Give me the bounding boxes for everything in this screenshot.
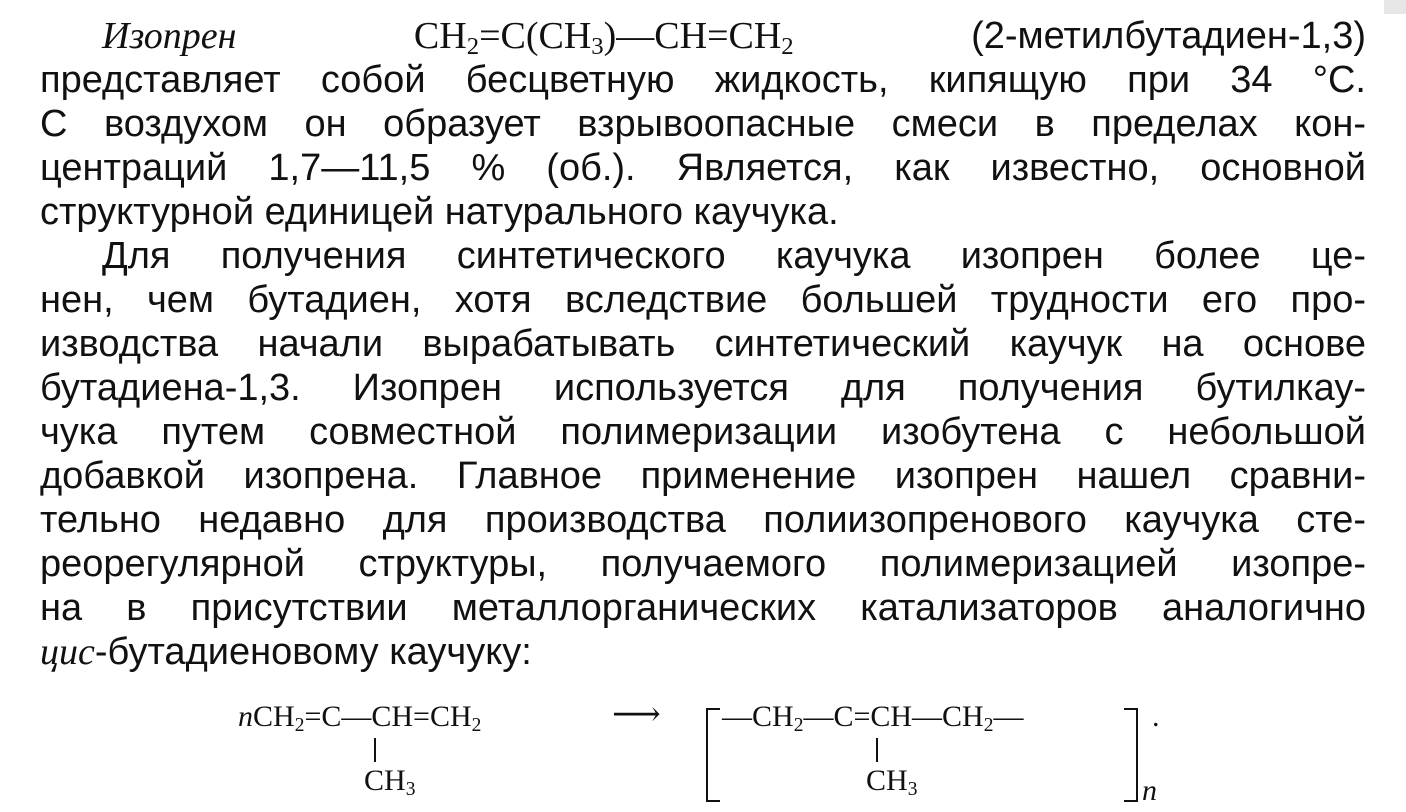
polymer-repeat-unit: $—CH_2—C=CH—CH_2—$ [722,700,1024,736]
cis-prefix: цис [40,631,95,673]
paragraph1-line: представляет собой бесцветную жидкость, кипящую при 34 °С. [40,59,1366,101]
paragraph1-line1 [40,14,1367,61]
last-line-rest: -бутадиеновому каучуку: [94,631,532,673]
paragraph1-line: структурной единицей натурального каучука. [40,191,839,233]
monomer-methyl-bond [374,738,376,762]
monomer-formula: $nCH_2=C—CH=CH_2$ [238,700,482,736]
left-square-bracket [706,708,720,802]
right-square-bracket [1124,708,1138,802]
polymer-methyl-bond [876,738,878,762]
paragraph2-line: Для получения синтетического каучука изопрен более це- [102,235,1366,277]
equation-period: . [1152,700,1160,733]
paragraph1-line: центраций 1,7—11,5 % (об.). Является, как известно, основной [40,147,1366,189]
paragraph2-line: добавкой изопрена. Главное применение изопрен нашел сравни- [40,455,1366,497]
paragraph2-last-line [40,630,1366,674]
monomer-methyl-group: $CH_3$ [364,764,416,800]
scan-corner-mark [1384,0,1406,14]
term-isoprene: Изопрен [102,15,237,57]
paragraph2-line: изводства начали вырабатывать синтетический каучук на основе [40,323,1366,365]
polymerization-equation [0,696,1406,812]
paragraph2-line: чука путем совместной полимеризации изобутена с небольшой [40,411,1366,453]
paragraph2-line: бутадиена-1,3. Изопрен используется для получения бутилкау- [40,367,1366,409]
polymer-subscript-n: n [1142,774,1157,807]
paragraph2-line: тельно недавно для производства полиизопренового каучука сте- [40,499,1366,541]
isoprene-formula: $CH_2=C(CH_3)—CH=CH_2$ [413,15,794,61]
paragraph2-line: нен, чем бутадиен, хотя вследствие большей трудности его про- [40,279,1366,321]
paragraph2-line: на в присутствии металлорганических катализаторов аналогично [40,587,1366,629]
polymer-methyl-group: $CH_3$ [866,764,918,800]
isoprene-iupac-name: (2-метилбутадиен-1,3) [971,15,1367,57]
paragraph2-line: реорегулярной структуры, получаемого полимеризацией изопре- [40,543,1366,585]
reaction-arrow: ⟶ [612,696,661,733]
paragraph1-line: С воздухом он образует взрывоопасные смеси в пределах кон- [40,103,1366,145]
